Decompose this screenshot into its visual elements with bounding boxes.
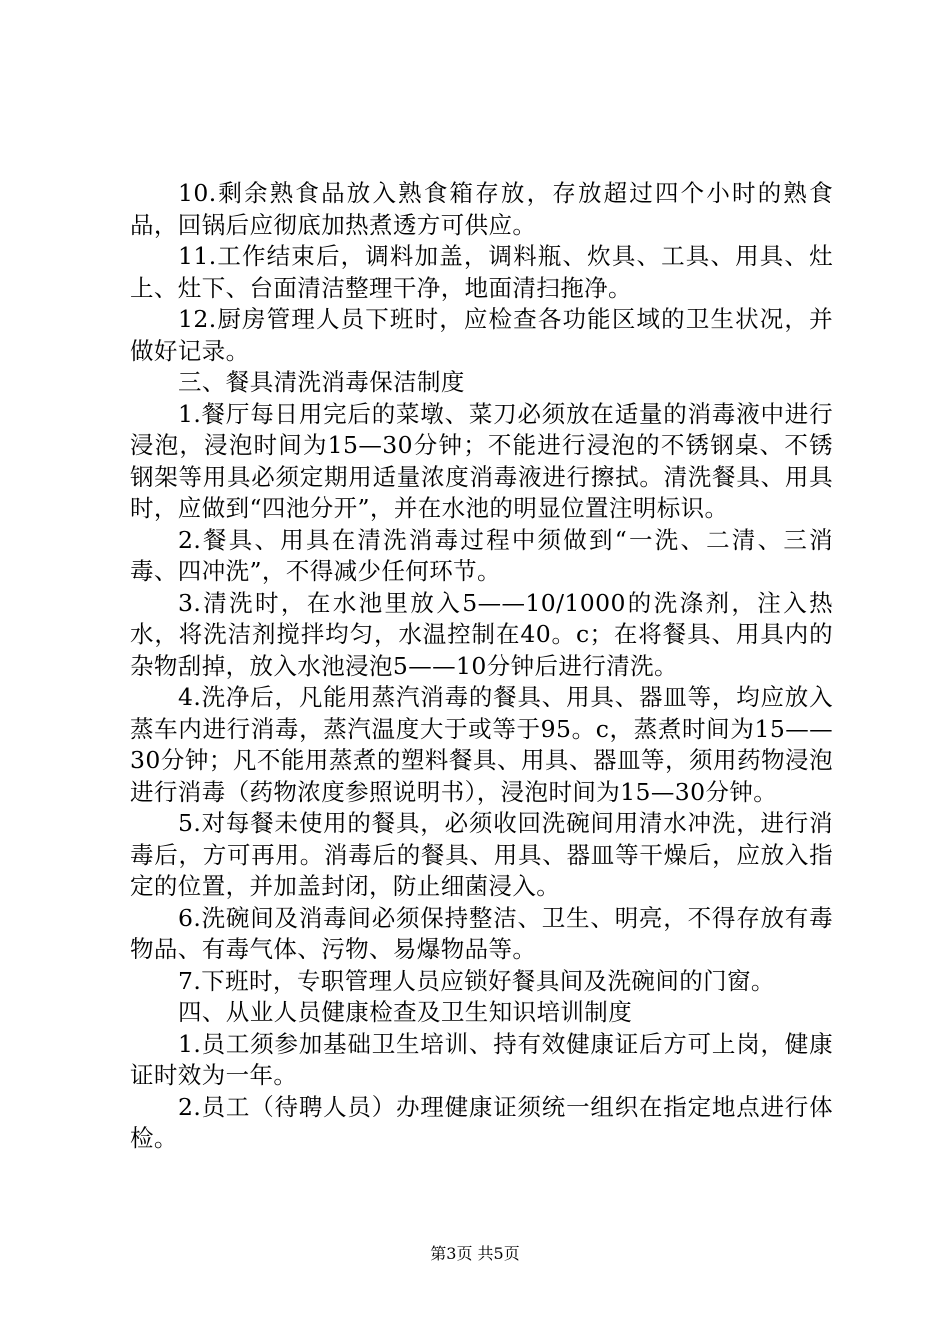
paragraph-item-1: 1.餐厅每日用完后的菜墩、菜刀必须放在适量的消毒液中进行浸泡，浸泡时间为15—30分钟；不能进行浸泡的不锈钢桌、不锈钢架等用具必须定期用适量浓度消毒液进行擦拭。清洗餐具、用具时，应做到“四池分开”，并在水池的明显位置注明标识。 bbox=[130, 399, 833, 522]
paragraph-item-1-health: 1.员工须参加基础卫生培训、持有效健康证后方可上岗，健康证时效为一年。 bbox=[130, 1029, 833, 1089]
paragraph-item-7: 7.下班时，专职管理人员应锁好餐具间及洗碗间的门窗。 bbox=[178, 966, 775, 995]
paragraph-item-11: 11.工作结束后，调料加盖，调料瓶、炊具、工具、用具、灶上、灶下、台面清洁整理干净，地面清扫拖净。 bbox=[130, 242, 833, 302]
paragraph-item-6: 6.洗碗间及消毒间必须保持整洁、卫生、明亮，不得存放有毒物品、有毒气体、污物、易爆物品等。 bbox=[130, 903, 833, 963]
document-body bbox=[130, 178, 833, 1155]
paragraph-item-3: 3.清洗时，在水池里放入5——10/1000的洗涤剂，注入热水，将洗洁剂搅拌均匀，水温控制在40。c；在将餐具、用具内的杂物刮掉，放入水池浸泡5——10分钟后进行清洗。 bbox=[130, 588, 833, 680]
section-heading-4: 四、从业人员健康检查及卫生知识培训制度 bbox=[178, 998, 633, 1026]
paragraph-item-5: 5.对每餐未使用的餐具，必须收回洗碗间用清水冲洗，进行消毒后，方可再用。消毒后的餐具、用具、器皿等干燥后，应放入指定的位置，并加盖封闭，防止细菌浸入。 bbox=[130, 809, 833, 900]
paragraph-item-10: 10.剩余熟食品放入熟食箱存放，存放超过四个小时的熟食品，回锅后应彻底加热煮透方可供应。 bbox=[130, 179, 833, 239]
page-footer: 第3页 共5页 bbox=[430, 1244, 520, 1263]
paragraph-item-4: 4.洗净后，凡能用蒸汽消毒的餐具、用具、器皿等，均应放入蒸车内进行消毒，蒸汽温度大于或等于95。c，蒸煮时间为15——30分钟；凡不能用蒸煮的塑料餐具、用具、器皿等，须用药物浸泡进行消毒（药物浓度参照说明书），浸泡时间为15—30分钟。 bbox=[130, 683, 833, 806]
paragraph-item-2-health: 2.员工（待聘人员）办理健康证须统一组织在指定地点进行体检。 bbox=[130, 1092, 833, 1152]
section-heading-3: 三、餐具清洗消毒保洁制度 bbox=[178, 368, 465, 396]
paragraph-item-2: 2.餐具、用具在清洗消毒过程中须做到“一洗、二清、三消毒、四冲洗”，不得减少任何环节。 bbox=[130, 525, 834, 585]
paragraph-item-12: 12.厨房管理人员下班时，应检查各功能区域的卫生状况，并做好记录。 bbox=[130, 305, 833, 365]
